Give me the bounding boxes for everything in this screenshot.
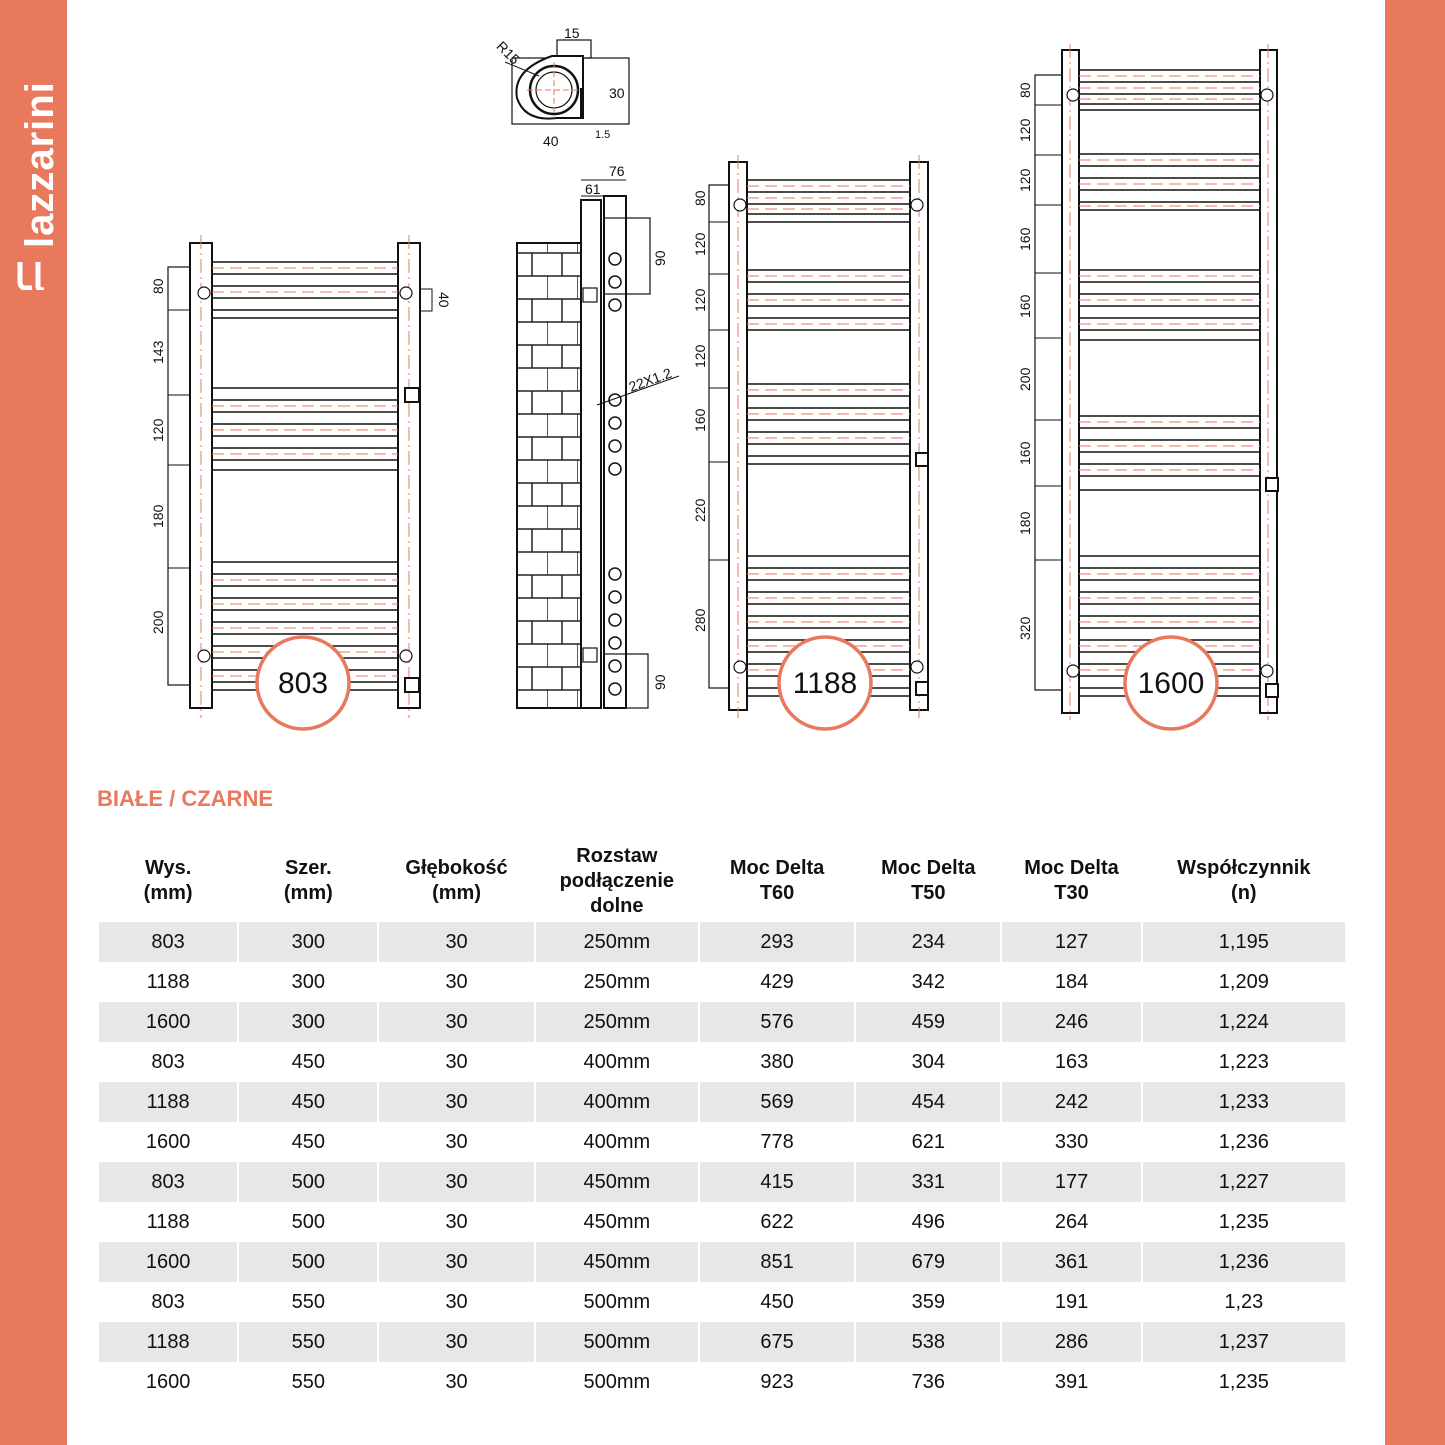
table-row <box>99 1162 1345 1202</box>
right-accent-bar <box>1385 0 1445 1445</box>
technical-drawings <box>67 0 1385 760</box>
column-header: Szer. (mm) <box>283 857 333 904</box>
table-cell: 679 <box>856 1242 1000 1282</box>
brand-name: lazzarini <box>18 81 62 248</box>
dim-90-bottom: 90 <box>652 674 668 690</box>
table-cell: 300 <box>291 970 326 993</box>
table-row <box>99 1082 1345 1122</box>
dim-1-5: 1.5 <box>595 129 611 141</box>
table-cell: 459 <box>856 1002 1000 1042</box>
table-cell: 1,236 <box>1218 1130 1269 1153</box>
table-cell: 359 <box>911 1290 945 1313</box>
table-cell: 450mm <box>536 1162 698 1202</box>
table-cell: 1188 <box>146 1210 190 1233</box>
table-cell: 576 <box>700 1002 854 1042</box>
table-cell: 242 <box>1002 1082 1140 1122</box>
table-cell: 177 <box>1002 1162 1140 1202</box>
table-cell: 803 <box>99 1162 237 1202</box>
table-cell: 250mm <box>583 970 651 993</box>
table-cell: 1,223 <box>1218 1050 1269 1073</box>
column-header: Wys. (mm) <box>143 857 193 904</box>
table-cell: 30 <box>445 1370 468 1393</box>
table-row <box>99 1202 1345 1242</box>
table-cell: 380 <box>760 1050 794 1073</box>
table-cell: 30 <box>445 1050 468 1073</box>
table-cell: 803 <box>151 1290 185 1313</box>
table-cell: 1600 <box>145 1370 191 1393</box>
table-cell: 1,235 <box>1218 1210 1269 1233</box>
table-cell: 1,236 <box>1143 1242 1345 1282</box>
dim-40: 40 <box>543 133 559 149</box>
table-cell: 300 <box>239 1002 377 1042</box>
table-cell: 569 <box>700 1082 854 1122</box>
dim-30: 30 <box>609 85 625 101</box>
column-header: Współczynnik (n) <box>1177 857 1311 904</box>
dim-803-4: 200 <box>150 610 166 634</box>
table-cell: 286 <box>1002 1322 1140 1362</box>
table-cell: 30 <box>379 922 533 962</box>
table-cell: 500 <box>291 1210 326 1233</box>
dim-76: 76 <box>609 163 625 179</box>
table-row <box>99 962 1345 1002</box>
table-cell: 184 <box>1054 970 1089 993</box>
table-cell: 429 <box>760 970 794 993</box>
table-cell: 803 <box>151 1050 185 1073</box>
table-cell: 450 <box>239 1082 377 1122</box>
section-title: BIAŁE / CZARNE <box>97 786 273 811</box>
table-cell: 500 <box>239 1162 377 1202</box>
dim-tube: 22X1.2 <box>626 364 674 395</box>
dim-1188-5: 220 <box>692 498 708 522</box>
table-cell: 30 <box>445 1210 468 1233</box>
table-cell: 778 <box>760 1130 794 1153</box>
table-cell: 300 <box>239 922 377 962</box>
dim-1188-4: 160 <box>692 408 708 432</box>
table-cell: 1600 <box>145 1130 191 1153</box>
table-cell: 923 <box>760 1370 794 1393</box>
table-cell: 1600 <box>99 1002 237 1042</box>
table-row <box>99 1322 1345 1362</box>
table-cell: 550 <box>291 1290 326 1313</box>
table-cell: 127 <box>1002 922 1140 962</box>
dim-1600-1: 120 <box>1017 118 1033 142</box>
table-cell: 234 <box>856 922 1000 962</box>
table-cell: 500mm <box>583 1290 651 1313</box>
table-cell: 450mm <box>583 1210 651 1233</box>
dim-1600-7: 180 <box>1017 511 1033 535</box>
table-cell: 30 <box>445 1290 468 1313</box>
table-cell: 30 <box>379 1322 533 1362</box>
table-cell: 1,209 <box>1218 970 1269 993</box>
table-cell: 500 <box>239 1242 377 1282</box>
table-cell: 30 <box>445 970 468 993</box>
dim-r15: R15 <box>493 37 524 68</box>
table-cell: 450 <box>291 1050 326 1073</box>
table-cell: 450mm <box>536 1242 698 1282</box>
table-row <box>99 1282 1345 1322</box>
table-cell: 30 <box>445 1130 468 1153</box>
table-cell: 1,224 <box>1143 1002 1345 1042</box>
table-cell: 1188 <box>99 1322 237 1362</box>
table-row <box>99 1002 1345 1042</box>
table-cell: 1,235 <box>1218 1370 1269 1393</box>
dim-1600-4: 160 <box>1017 294 1033 318</box>
table-cell: 400mm <box>583 1130 651 1153</box>
specs-table <box>97 840 1347 1402</box>
table-cell: 330 <box>1054 1130 1089 1153</box>
table-cell: 500mm <box>583 1370 651 1393</box>
dim-1188-0: 80 <box>692 190 708 206</box>
table-cell: 250mm <box>536 922 698 962</box>
dim-1600-5: 200 <box>1017 367 1033 391</box>
height-badge-1188: 1188 <box>792 667 858 700</box>
height-badge-803: 803 <box>277 667 329 700</box>
table-body <box>99 922 1345 1402</box>
dim-1600-3: 160 <box>1017 227 1033 251</box>
table-cell: 400mm <box>536 1082 698 1122</box>
height-badge-1600: 1600 <box>1137 667 1205 700</box>
dim-1600-6: 160 <box>1017 441 1033 465</box>
table-row <box>99 1242 1345 1282</box>
column-header: Rozstaw podłączenie dolne <box>559 844 675 917</box>
dim-1600-0: 80 <box>1017 82 1033 98</box>
side-view <box>517 163 679 708</box>
table-cell: 454 <box>856 1082 1000 1122</box>
dim-1188-2: 120 <box>692 288 708 312</box>
dim-1600-8: 320 <box>1017 616 1033 640</box>
table-cell: 30 <box>379 1082 533 1122</box>
dim-803-1: 143 <box>150 340 166 364</box>
table-row <box>99 922 1345 962</box>
radiator-803 <box>150 235 452 729</box>
table-cell: 361 <box>1002 1242 1140 1282</box>
dim-15: 15 <box>564 25 580 41</box>
table-cell: 304 <box>911 1050 945 1073</box>
table-cell: 1,237 <box>1143 1322 1345 1362</box>
table-cell: 538 <box>856 1322 1000 1362</box>
column-header: Moc Delta T60 <box>729 857 825 904</box>
dim-61: 61 <box>585 181 601 197</box>
left-accent-bar <box>0 0 67 1445</box>
table-row <box>99 1362 1345 1402</box>
table-cell: 293 <box>700 922 854 962</box>
table-row <box>99 1122 1345 1162</box>
table-cell: 415 <box>700 1162 854 1202</box>
table-cell: 1,233 <box>1143 1082 1345 1122</box>
dim-803-right: 40 <box>436 292 452 308</box>
dim-90-top: 90 <box>652 250 668 266</box>
table-cell: 342 <box>911 970 945 993</box>
table-cell: 400mm <box>583 1050 651 1073</box>
table-cell: 851 <box>700 1242 854 1282</box>
dim-1600-2: 120 <box>1017 168 1033 192</box>
table-cell: 1,227 <box>1143 1162 1345 1202</box>
drawing-canvas <box>67 0 1385 760</box>
table-header <box>99 840 1345 922</box>
table-cell: 1600 <box>99 1242 237 1282</box>
table-cell: 500mm <box>536 1322 698 1362</box>
table-cell: 1188 <box>146 970 190 993</box>
header-row <box>99 840 1345 922</box>
dim-803-3: 180 <box>150 504 166 528</box>
column-header: Moc Delta T30 <box>1024 857 1119 904</box>
dim-803-0: 80 <box>150 278 166 294</box>
radiator-1188 <box>692 155 928 729</box>
table-cell: 803 <box>99 922 237 962</box>
column-header: Głębokość (mm) <box>405 857 508 904</box>
table-cell: 621 <box>911 1130 945 1153</box>
table-cell: 1188 <box>99 1082 237 1122</box>
table-cell: 550 <box>239 1322 377 1362</box>
profile-section <box>494 25 629 149</box>
dim-803-2: 120 <box>150 418 166 442</box>
table-cell: 246 <box>1002 1002 1140 1042</box>
table-cell: 450 <box>760 1290 794 1313</box>
table-cell: 391 <box>1054 1370 1089 1393</box>
dim-1188-1: 120 <box>692 232 708 256</box>
table-row <box>99 1042 1345 1082</box>
table-cell: 736 <box>911 1370 945 1393</box>
table-cell: 30 <box>379 1002 533 1042</box>
radiator-1600 <box>1017 44 1278 729</box>
table-cell: 331 <box>856 1162 1000 1202</box>
table-cell: 622 <box>760 1210 794 1233</box>
table-cell: 30 <box>379 1162 533 1202</box>
column-header: Moc Delta T50 <box>881 857 976 904</box>
table-cell: 30 <box>379 1242 533 1282</box>
dim-1188-6: 280 <box>692 608 708 632</box>
dim-1188-3: 120 <box>692 344 708 368</box>
table-cell: 163 <box>1054 1050 1089 1073</box>
table-cell: 1,23 <box>1224 1290 1264 1313</box>
table-cell: 264 <box>1054 1210 1089 1233</box>
table-cell: 550 <box>291 1370 326 1393</box>
table-cell: 675 <box>700 1322 854 1362</box>
table-cell: 1,195 <box>1143 922 1345 962</box>
table-cell: 250mm <box>536 1002 698 1042</box>
table-cell: 450 <box>291 1130 326 1153</box>
table-cell: 496 <box>911 1210 945 1233</box>
table-cell: 191 <box>1054 1290 1089 1313</box>
